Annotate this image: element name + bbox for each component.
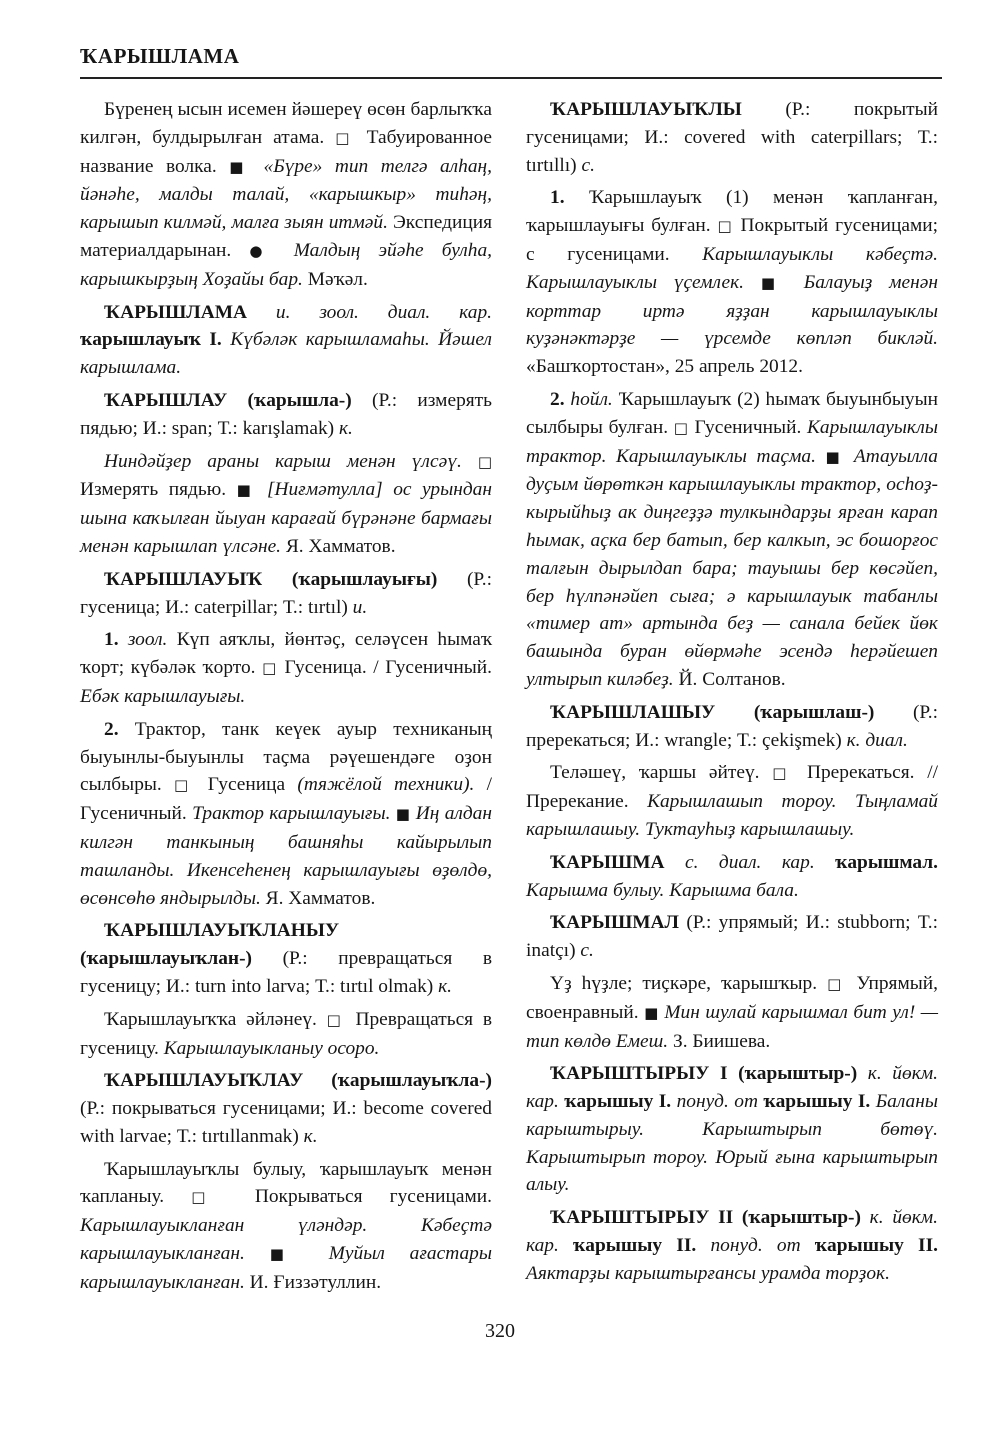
- translation-square-icon: □: [673, 418, 689, 437]
- italic-text: с. диал. кар.: [664, 851, 815, 873]
- italic-text: зоол.: [118, 629, 168, 651]
- dictionary-paragraph: [526, 1204, 938, 1287]
- dictionary-paragraph: [526, 699, 938, 755]
- translation-square-icon: □: [717, 217, 734, 236]
- text-run: [744, 272, 761, 293]
- text-run: Экспедиция материалдарынан.: [80, 212, 492, 261]
- text-run: Й. Солтанов.: [673, 668, 786, 690]
- italic-text: к. йөкм. кар.: [526, 1063, 938, 1113]
- text-run: Үҙ һүҙле; тиҫкәре, ҡарышҡыр.: [550, 972, 828, 994]
- headword: ҠАРЫШЛАШЫУ (ҡарышлаш-): [550, 701, 875, 723]
- text-run: (Р.: покрываться гусеницами; И.: become covered with larvae; Т.: tırtıllanmak): [80, 1098, 492, 1147]
- dictionary-paragraph: [526, 386, 938, 694]
- text-run: (Р.: пререкаться; И.: wrangle; Т.: çekişmek): [526, 701, 938, 751]
- translation-square-icon: □: [191, 1188, 228, 1207]
- italic-text: Карышлауыклы кәбеҫтә. Карышлауыклы үҫемлек.: [526, 243, 938, 293]
- text-run: Покрытый гусеницами; с гусеницами.: [526, 215, 938, 265]
- italic-text: Атауылла дуҫым йөрөткән карышлауыклы трактор, осһоҙ-кырыйһыҙ ак диңгеҙҙә тулкындарҙы ярған карап һымак, аҫка бер батып, бер калкып, эс бошорғос талғын дырылдап бара; тауышы бер көсәйеп, бер һүлпәнәйеп сыға; ә карышлауык табанлы «тимер ат» артында беҙ — санала бейек йөк башында буран өйөрмәһе эсендә һерәйешеп ултырып киләбеҙ.: [526, 445, 938, 690]
- text-run: Я. Хамматов.: [281, 535, 396, 557]
- headword: ҡарышыу II.: [558, 1235, 697, 1257]
- headword: ҠАРЫШЛАУЫҠЛАНЫУ (ҡарышлауыҡлан-): [80, 920, 340, 970]
- headword: ҡарышлауыҡ I.: [80, 329, 222, 351]
- italic-text: к.: [433, 975, 453, 997]
- italic-text: Муйыл ағастары карышлауыкланған.: [80, 1243, 492, 1293]
- left-column: [80, 96, 492, 1302]
- dictionary-paragraph: [526, 849, 938, 905]
- italic-text: к.: [334, 417, 353, 439]
- text-run: Теләшеү, ҡаршы әйтеү.: [550, 762, 773, 784]
- text-run: Я. Хамматов.: [260, 887, 376, 909]
- italic-text: Ниндәйҙер араны карыш менән үлсәү.: [104, 450, 462, 472]
- example-marker-icon: ■: [269, 1245, 304, 1264]
- translation-square-icon: □: [772, 764, 795, 783]
- translation-square-icon: □: [335, 128, 356, 147]
- italic-text: Балауыҙ менән корттар иртә яҙҙан карышлауыклы куҙәнәктәрҙе — үрсемде көпләп бикләй.: [526, 271, 938, 350]
- dictionary-paragraph: [80, 566, 492, 622]
- headword: 2.: [550, 388, 565, 410]
- dictionary-paragraph: [526, 184, 938, 381]
- italic-text: (тяжёлой техники).: [285, 774, 475, 796]
- text-run: (Р.: упрямый; И.: stubborn; Т.: inatçı): [526, 912, 938, 962]
- italic-text: Карышлауыкланыу осоро.: [158, 1037, 380, 1059]
- headword: ҠАРЫШЛАМА: [104, 301, 248, 323]
- dictionary-paragraph: [80, 299, 492, 382]
- text-run: Гусеница: [195, 774, 286, 796]
- dictionary-paragraph: [80, 1006, 492, 1063]
- text-run: Бүренең ысын исемен йәшереү өсөн барлыҡҡа килгән, булдырылған атама.: [80, 99, 492, 148]
- italic-text: һойл.: [564, 388, 613, 410]
- italic-text: Ебәк карышлауығы.: [80, 685, 246, 707]
- text-run: (Р.: превращаться в гусеницу; И.: turn into larva; Т.: tırtıl olmak): [80, 948, 492, 997]
- text-run: (Р.: покрытый гусеницами; И.: covered with caterpillars; Т.: tırtıllı): [526, 99, 938, 176]
- headword: ҡарышмал.: [814, 851, 938, 873]
- italic-text: и. зоол. диал. кар.: [247, 301, 492, 323]
- example-marker-icon: ■: [760, 273, 787, 292]
- italic-text: Карышлашып тороу. Тыңламай карышлашыу. Туктауһыҙ карышлашыу.: [526, 791, 938, 840]
- right-column: [526, 96, 938, 1293]
- italic-text: понуд. от: [671, 1091, 758, 1113]
- italic-text: Иң алдан килгән танкының башняһы кайырылып ташланды. Икенсеһенең карышлауығы өҙөлдө, өсөнсөһө яндырылды.: [80, 803, 492, 909]
- italic-text: с.: [576, 154, 595, 176]
- text-run: Табуированное название волка.: [80, 126, 492, 177]
- dictionary-paragraph: [80, 448, 492, 561]
- italic-text: Баланы карыштырыу. Карыштырып бөтөү. Карыштырып тороу. Юрый ғына карыштырып алыу.: [526, 1091, 938, 1196]
- example-marker-icon: ■: [825, 447, 845, 466]
- italic-text: к. диал.: [841, 729, 908, 751]
- italic-text: Карышлауыклы трактор. Карышлауыклы таҫма.: [526, 416, 938, 467]
- headword: ҡарышыу II.: [800, 1235, 939, 1257]
- dictionary-paragraph: [80, 1067, 492, 1150]
- italic-text: Малдың эйәһе булһа, карышкырҙың Хоҙайы бар.: [80, 239, 493, 290]
- text-run: Пререкаться. // Пререкание.: [526, 762, 938, 813]
- italic-text: «Бүре» тип телгә алһаң, йәнәһе, малды талай, «карышкыр» тиһәң, карышып килмәй, малға зыян итмәй.: [80, 155, 492, 234]
- headword: ҡарышыу I.: [757, 1091, 871, 1113]
- text-run: Ҡарышлауыҡлы булыу, ҡарышлауыҡ менән ҡапланыу.: [80, 1158, 492, 1208]
- dictionary-paragraph: [526, 970, 938, 1055]
- dictionary-paragraph: [80, 96, 492, 294]
- headword: ҠАРЫШЛАУЫҠЛАУ (ҡарышлауыҡла-): [104, 1070, 492, 1092]
- text-run: Упрямый, своенравный.: [526, 972, 938, 1023]
- dictionary-paragraph: [80, 716, 492, 913]
- headword: ҡарышыу I.: [558, 1091, 672, 1113]
- headword: ҠАРЫШТЫРЫУ I (ҡарыштыр-): [550, 1063, 858, 1085]
- dictionary-paragraph: [526, 96, 938, 179]
- text-run: Измерять пядью.: [80, 479, 237, 501]
- dictionary-paragraph: [80, 1156, 492, 1297]
- italic-text: и.: [347, 596, 368, 618]
- italic-text: [Ниғмәтулла] ос урындан шына каҡылған йыуан карағай бүрәнәне бармағы менән карышлап үлсәне.: [80, 479, 492, 557]
- text-run: Ҡарышлауыҡ (1) менән ҡапланған, ҡарышлауығы булған.: [526, 187, 938, 237]
- translation-square-icon: □: [827, 974, 847, 993]
- italic-text: к.: [298, 1125, 318, 1147]
- example-marker-icon: ■: [395, 805, 411, 824]
- example-marker-icon: ●: [249, 241, 276, 260]
- headword: ҠАРЫШЛАУ (ҡарышла-): [104, 389, 352, 411]
- headword: ҠАРЫШТЫРЫУ II (ҡарыштыр-): [550, 1207, 861, 1229]
- example-marker-icon: ■: [644, 1003, 659, 1022]
- dictionary-paragraph: [80, 626, 492, 710]
- example-marker-icon: ■: [236, 481, 257, 500]
- text-run: (Р.: гусеница; И.: caterpillar; Т.: tırtıl): [80, 568, 492, 618]
- translation-square-icon: □: [174, 776, 196, 795]
- headword: 1.: [550, 187, 565, 209]
- italic-text: Мин шулай карышмал бит ул! — тип көлдө Емеш.: [526, 1001, 938, 1052]
- text-run: Гусеница. / Гусеничный.: [277, 657, 492, 679]
- italic-text: с.: [575, 940, 594, 962]
- italic-text: понуд. от: [696, 1235, 801, 1257]
- translation-square-icon: □: [477, 452, 492, 471]
- text-run: З. Биишева.: [668, 1030, 771, 1052]
- italic-text: Аяктарҙы карыштырғансы урамда торҙок.: [526, 1262, 890, 1284]
- running-head: ҠАРЫШЛАМА: [80, 44, 240, 68]
- dictionary-paragraph: [526, 909, 938, 965]
- text-run: Гусеничный.: [688, 416, 802, 438]
- example-marker-icon: ■: [229, 157, 252, 176]
- text-run: [462, 451, 478, 472]
- text-run: Превращаться в гусеницу.: [80, 1008, 492, 1059]
- dictionary-paragraph: [80, 387, 492, 443]
- text-run: / Гусеничный.: [80, 774, 492, 825]
- text-run: Ҡарышлауыҡ (2) һымаҡ быуынбыуын сылбыры булған.: [526, 388, 938, 438]
- headword: 2.: [104, 718, 119, 740]
- text-run: Күп аяҡлы, йөнтәҫ, селәүсен һымаҡ ҡорт; күбәләк ҡорто.: [80, 629, 492, 679]
- text-run: (Р.: измерять пядью; И.: span; Т.: karışlamak): [80, 389, 492, 439]
- headword: 1.: [104, 629, 119, 651]
- header-rule: [80, 77, 942, 79]
- text-run: [245, 1243, 270, 1264]
- italic-text: Карышма булыу. Карышма бала.: [526, 879, 799, 901]
- page-number: 320: [485, 1320, 515, 1342]
- headword: ҠАРЫШЛАУЫҠЛЫ: [550, 99, 742, 120]
- text-run: Покрываться гусеницами.: [227, 1186, 492, 1208]
- headword: ҠАРЫШМАЛ: [550, 912, 680, 934]
- italic-text: Трактор карышлауығы.: [186, 803, 391, 825]
- italic-text: к. йөкм. кар.: [526, 1207, 938, 1257]
- dictionary-paragraph: [526, 759, 938, 843]
- text-run: «Башҡортостан», 25 апрель 2012.: [526, 356, 803, 378]
- translation-square-icon: □: [262, 659, 278, 678]
- dictionary-paragraph: [80, 917, 492, 1000]
- text-run: Трактор, танк кеүек ауыр техниканың быуынлы-быуынлы таҫма рәүешендәге оҙон сылбыры.: [80, 718, 492, 796]
- translation-square-icon: □: [326, 1010, 346, 1029]
- text-run: Ҡарышлауыҡҡа әйләнеү.: [104, 1008, 327, 1030]
- headword: ҠАРЫШМА: [550, 851, 665, 873]
- text-run: И. Ғиззәтуллин.: [244, 1271, 382, 1293]
- italic-text: Карышлауыкланған үләндәр. Кәбеҫтә карышлауыкланған.: [80, 1215, 492, 1265]
- headword: ҠАРЫШЛАУЫҠ (ҡарышлауығы): [104, 568, 438, 590]
- italic-text: Күбәләк карышламаһы. Йәшел карышлама.: [80, 329, 492, 379]
- dictionary-paragraph: [526, 1060, 938, 1199]
- text-run: Мәҡәл.: [302, 268, 368, 290]
